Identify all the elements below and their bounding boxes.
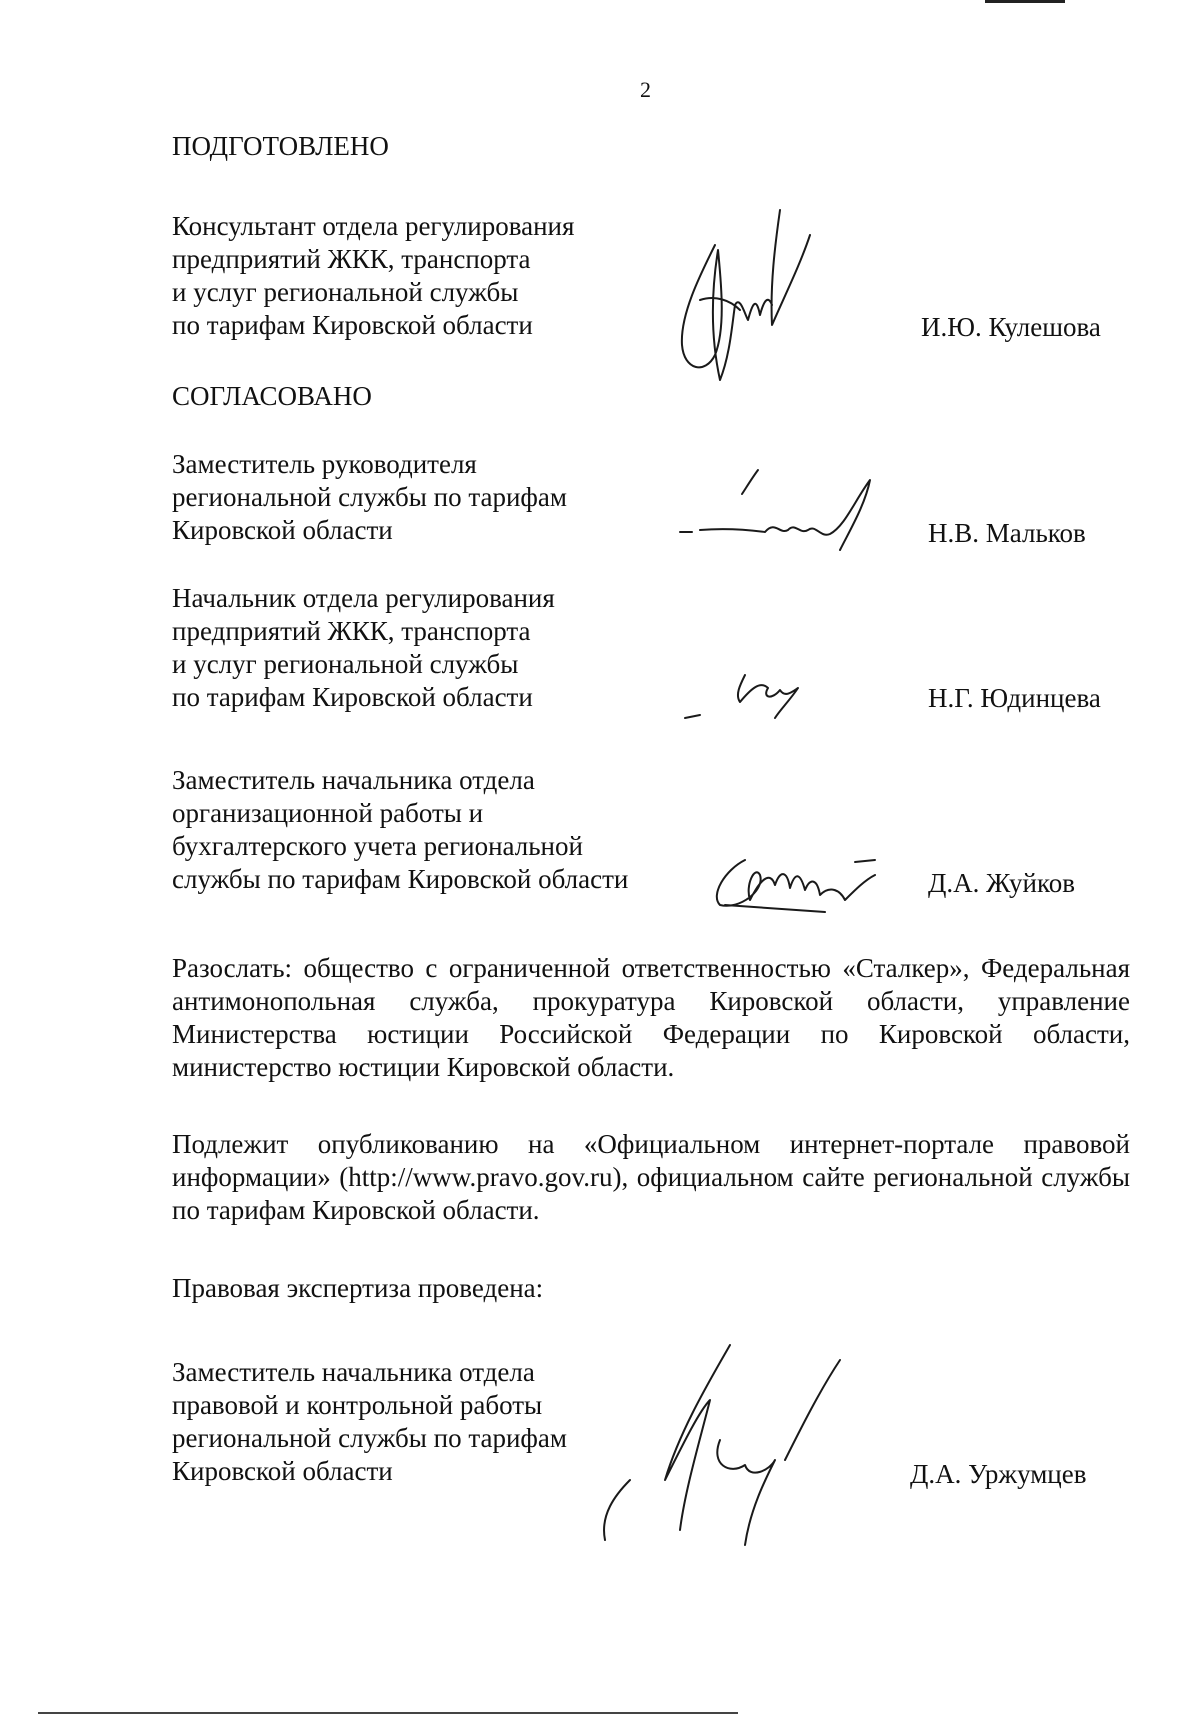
legal-review-heading: Правовая экспертиза проведена: xyxy=(172,1273,544,1303)
agreed-signatory-name: Н.В. Мальков xyxy=(928,518,1086,548)
agreed-position-line: Заместитель начальника отдела xyxy=(172,765,535,795)
agreed-position-line: службы по тарифам Кировской области xyxy=(172,864,629,894)
agreed-position-line: региональной службы по тарифам xyxy=(172,482,567,512)
prepared-position-line: предприятий ЖКК, транспорта xyxy=(172,244,531,274)
agreed-position-line: организационной работы и xyxy=(172,798,484,828)
prepared-position-line: и услуг региональной службы xyxy=(172,277,519,307)
legal-review-position-line: Заместитель начальника отдела xyxy=(172,1357,535,1387)
legal-review-position-line: региональной службы по тарифам xyxy=(172,1423,567,1453)
agreed-position-line: Начальник отдела регулирования xyxy=(172,583,555,613)
signature-yudintseva xyxy=(680,660,840,730)
distribution-paragraph: Разослать: общество с ограниченной ответственностью «Сталкер», Федеральная антимонопольная служба, прокуратура Кировской области, управление Министерства юстиции Российской Федерации по Кировской области, министерство юстиции Кировской области. xyxy=(172,953,1130,1082)
agreed-position-line: Кировской области xyxy=(172,515,393,545)
signature-urzhumtsev xyxy=(570,1340,870,1560)
prepared-heading: ПОДГОТОВЛЕНО xyxy=(172,131,389,161)
agreed-signatory-name: Д.А. Жуйков xyxy=(928,868,1075,898)
signature-malkov xyxy=(670,460,930,590)
agreed-position-line: Заместитель руководителя xyxy=(172,449,477,479)
publication-paragraph: Подлежит опубликованию на «Официальном интернет-портале правовой информации» (http://www.pravo.gov.ru), официальном сайте региональной службы по тарифам Кировской области. xyxy=(172,1129,1130,1225)
agreed-position-line: и услуг региональной службы xyxy=(172,649,519,679)
bottom-edge-rule xyxy=(38,1712,738,1714)
agreed-position-line: предприятий ЖКК, транспорта xyxy=(172,616,531,646)
agreed-heading: СОГЛАСОВАНО xyxy=(172,381,372,411)
prepared-position-line: по тарифам Кировской области xyxy=(172,310,533,340)
top-edge-rule xyxy=(985,0,1065,3)
legal-review-signatory-name: Д.А. Уржумцев xyxy=(910,1459,1087,1489)
legal-review-position-line: Кировской области xyxy=(172,1456,393,1486)
prepared-signatory-name: И.Ю. Кулешова xyxy=(921,312,1101,342)
signature-zhuykov xyxy=(705,850,905,920)
prepared-position-line: Консультант отдела регулирования xyxy=(172,211,575,241)
agreed-position-line: бухгалтерского учета региональной xyxy=(172,831,583,861)
signature-kuleshova xyxy=(660,205,820,395)
page-number: 2 xyxy=(640,77,651,102)
agreed-position-line: по тарифам Кировской области xyxy=(172,682,533,712)
agreed-signatory-name: Н.Г. Юдинцева xyxy=(928,683,1101,713)
legal-review-position-line: правовой и контрольной работы xyxy=(172,1390,543,1420)
